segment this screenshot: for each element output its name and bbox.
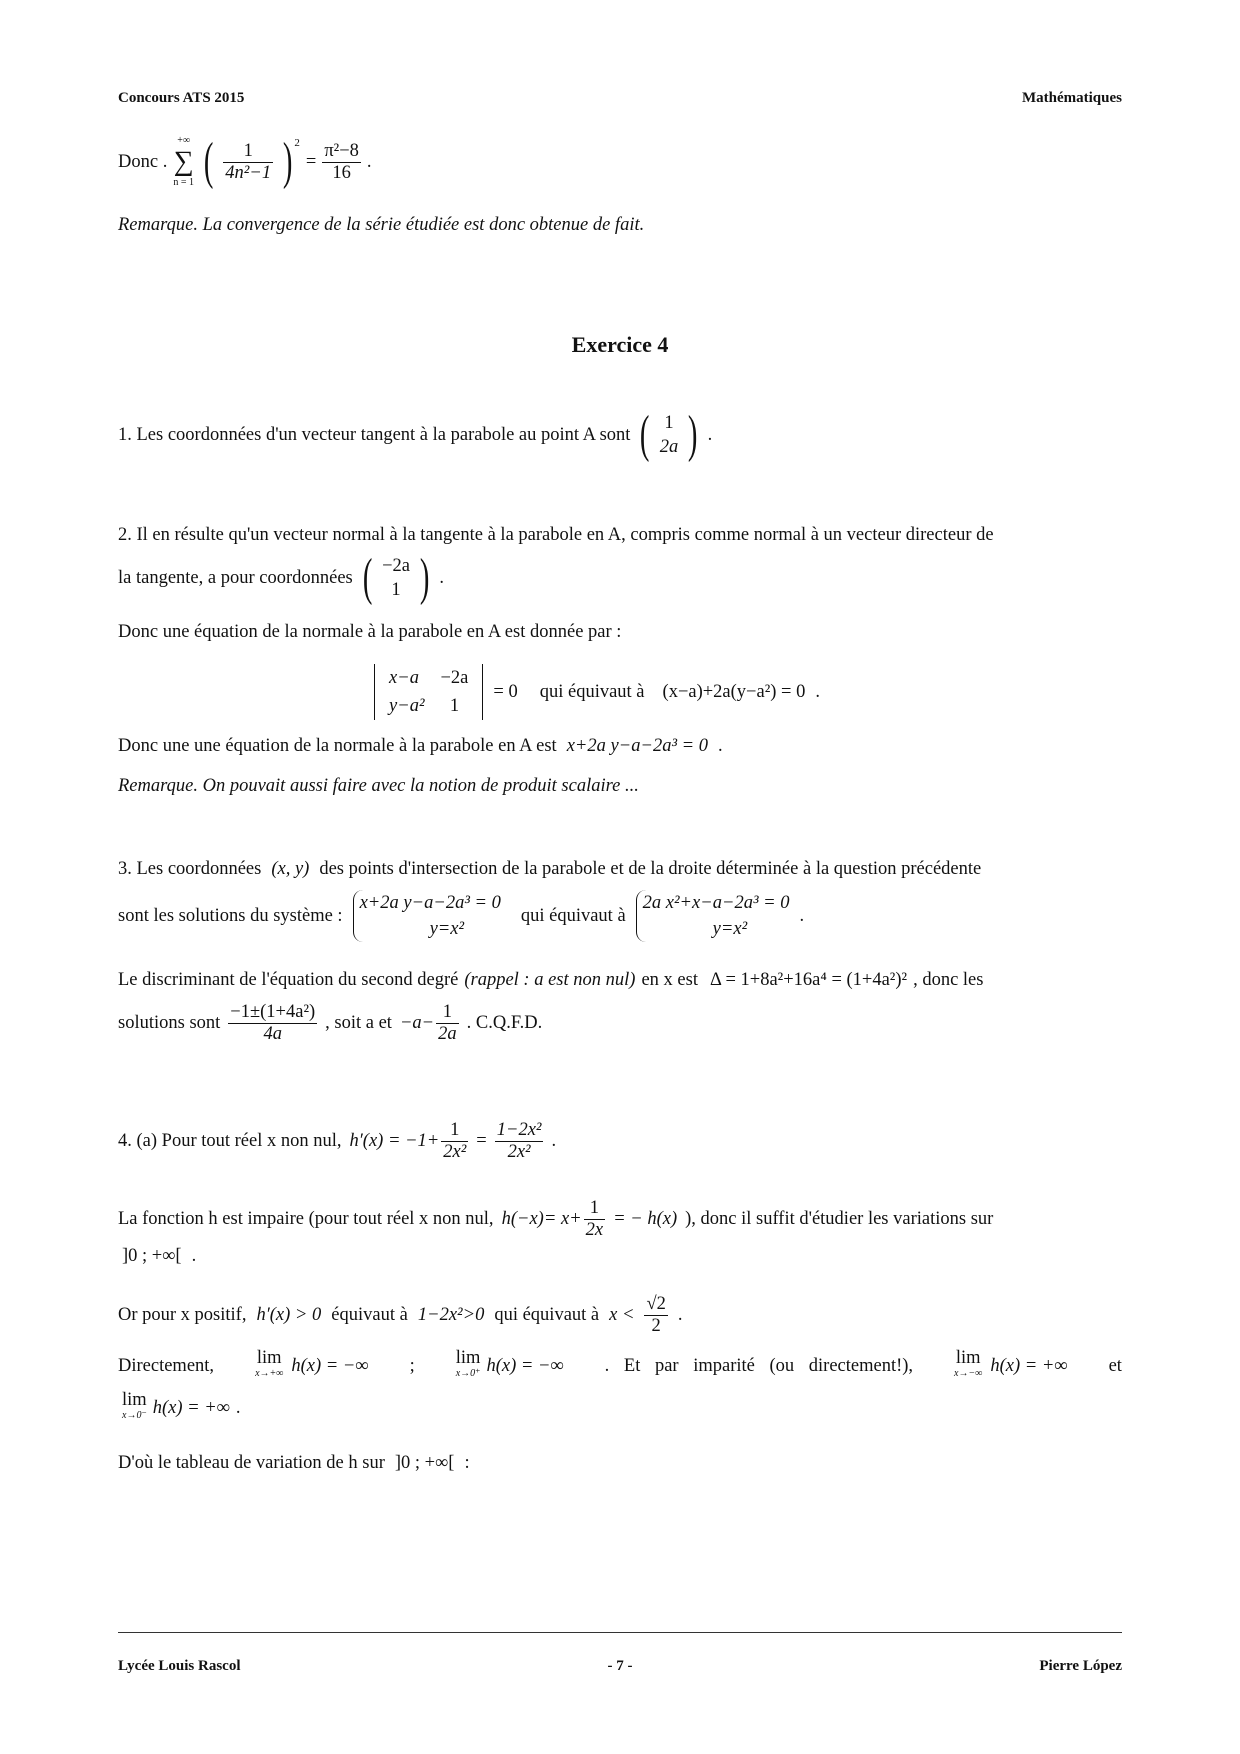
- q3-coords: (x, y): [271, 859, 310, 879]
- equals: =: [305, 152, 317, 172]
- q2-line2-text: la tangente, a pour coordonnées: [118, 568, 353, 588]
- f3-num: 1: [584, 1198, 605, 1220]
- lim1-sub: x→+∞: [255, 1368, 284, 1379]
- f2-den: 2x²: [507, 1141, 531, 1162]
- hprime-frac1: [441, 1120, 468, 1163]
- q2-line1: 2. Il en résulte qu'un vecteur normal à la tangente à la parabole en A, compris comme normal à un vecteur directeur de: [118, 525, 994, 545]
- q3-equiv-text: qui équivaut à: [520, 906, 626, 926]
- q2-vec-bottom: 1: [391, 580, 401, 600]
- lim2-expr: h(x) = −∞: [486, 1356, 564, 1376]
- sum-lower: n = 1: [173, 177, 194, 188]
- q3-line4b: , soit a et: [325, 1013, 392, 1033]
- sum-result-fraction: [322, 141, 361, 184]
- delta-expr: Δ = 1+8a²+16a⁴ = (1+4a²)²: [709, 970, 908, 990]
- lim4-op: [122, 1392, 147, 1424]
- lim3-op: [954, 1350, 982, 1382]
- q4-tableau-line: [118, 1452, 470, 1474]
- equiv-expr: (x−a)+2a(y−a²) = 0: [662, 682, 806, 702]
- q3-line2-text: sont les solutions du système :: [118, 906, 343, 926]
- lim-word: lim: [455, 1348, 481, 1368]
- paren-open: (: [203, 133, 214, 190]
- f2-num: 1−2x²: [496, 1119, 542, 1140]
- q2-line3: Donc une équation de la normale à la parabole en A est donnée par :: [118, 622, 622, 642]
- donc-prefix: Donc .: [118, 152, 168, 172]
- lim3-expr: h(x) = +∞: [990, 1356, 1068, 1376]
- sol-num: −1±(1+4a²): [230, 1001, 316, 1022]
- period: .: [815, 682, 820, 702]
- q3-line4: [118, 998, 542, 1048]
- top-remark: Remarque. La convergence de la série étudiée est donc obtenue de fait.: [118, 215, 645, 235]
- solutions-fraction: [228, 1002, 317, 1045]
- q2-paren-open: (: [362, 549, 373, 606]
- lim1-op: [255, 1350, 283, 1382]
- paren-close: ): [282, 133, 293, 190]
- q3-line3: [118, 969, 983, 991]
- q4-line2b: ), donc il suffit d'étudier les variations sur: [685, 1209, 994, 1229]
- tableau-text: D'où le tableau de variation de h sur: [118, 1453, 385, 1473]
- q1-text: 1. Les coordonnées d'un vecteur tangent à la parabole au point A sont: [118, 425, 631, 445]
- sys2-eq2: y=x²: [712, 919, 748, 939]
- determinant: [374, 664, 483, 720]
- sol-den: 4a: [263, 1023, 282, 1044]
- period: .: [439, 568, 444, 588]
- q3-line3a: Le discriminant de l'équation du second degré: [118, 970, 459, 990]
- period: .: [235, 1398, 241, 1418]
- q3-line3c: , donc les: [913, 970, 984, 990]
- cqfd: . C.Q.F.D.: [466, 1013, 543, 1033]
- q1-paren-open: (: [640, 406, 650, 463]
- period: .: [799, 906, 805, 926]
- q4-interval-line: [122, 1245, 196, 1267]
- q1-vec-top: 1: [664, 413, 674, 433]
- second-sol-fraction: [436, 1002, 459, 1045]
- sys1-eq1: x+2a y−a−2a³ = 0: [359, 893, 501, 913]
- colon: :: [464, 1453, 470, 1473]
- q2-line4-text: Donc une une équation de la normale à la parabole en A est: [118, 736, 557, 756]
- q3-line3b: en x est: [641, 970, 698, 990]
- q1-line: [118, 405, 712, 465]
- sum-exponent: 2: [294, 137, 300, 149]
- h-neg-frac: [584, 1198, 605, 1241]
- q1-vec-bottom: 2a: [659, 437, 679, 457]
- equiv-text: qui équivaut à: [539, 682, 645, 702]
- q1-vector: [660, 411, 679, 459]
- h-neg-tail: = − h(x): [613, 1209, 678, 1229]
- second-sol-den: 2a: [438, 1023, 457, 1044]
- lim2-op: [456, 1350, 481, 1382]
- sum-term-fraction: [223, 141, 273, 184]
- limit-2: [456, 1350, 564, 1382]
- equiv1: équivaut à: [331, 1305, 408, 1325]
- det-r2c2: 1: [449, 696, 460, 716]
- q4-line1: [118, 1116, 556, 1166]
- q4-limit4-line: [122, 1388, 241, 1428]
- q4-limits-line: [118, 1346, 1122, 1386]
- second-sol-num: 1: [436, 1002, 459, 1024]
- system-1: [353, 890, 501, 942]
- semicolon: ;: [409, 1356, 415, 1376]
- sum-symbol: [173, 134, 194, 190]
- interval: ]0 ; +∞[: [122, 1246, 182, 1266]
- h-neg-expr: h(−x)= x+: [501, 1209, 582, 1229]
- footer-divider: [118, 1632, 1122, 1633]
- equiv2: qui équivaut à: [494, 1305, 600, 1325]
- q4-line1-text: 4. (a) Pour tout réel x non nul,: [118, 1131, 342, 1151]
- lim2-sub: x→0⁺: [455, 1368, 481, 1379]
- det-r1c2: −2a: [440, 668, 469, 688]
- q2-line4: [118, 735, 723, 757]
- sum-result-num: π²−8: [324, 140, 359, 161]
- sum-term-num: 1: [223, 141, 273, 163]
- header-right: Mathématiques: [1022, 90, 1122, 106]
- hprime-frac2: [495, 1120, 544, 1163]
- page-number: - 7 -: [607, 1658, 633, 1674]
- q4-line3: [118, 1290, 683, 1340]
- q1-paren-close: ): [688, 406, 698, 463]
- q4-line3a: Or pour x positif,: [118, 1305, 247, 1325]
- sum-result-line: [118, 132, 372, 192]
- parity-text: . Et par imparité (ou directement!),: [604, 1356, 914, 1376]
- sys2-eq1: 2a x²+x−a−2a³ = 0: [642, 893, 790, 913]
- q2-vector: [382, 554, 410, 602]
- q2-vec-top: −2a: [382, 556, 410, 576]
- hprime-expr: h′(x) = −1+: [349, 1131, 440, 1151]
- normal-equation: x+2a y−a−2a³ = 0: [566, 736, 708, 756]
- sum-term-den: 4n²−1: [225, 162, 272, 183]
- f3-den: 2x: [585, 1219, 604, 1240]
- ineq: 1−2x²>0: [417, 1305, 485, 1325]
- et: et: [1108, 1356, 1122, 1376]
- lim-word: lim: [122, 1390, 147, 1410]
- footer-left: Lycée Louis Rascol: [118, 1658, 241, 1674]
- lim1-expr: h(x) = −∞: [291, 1356, 369, 1376]
- q4-line2a: La fonction h est impaire (pour tout réel x non nul,: [118, 1209, 494, 1229]
- q3-line2: [118, 884, 804, 948]
- second-sol-prefix: −a−: [399, 1013, 435, 1033]
- x-lt: x <: [609, 1305, 635, 1325]
- period: .: [191, 1246, 197, 1266]
- sqrt-den: 2: [651, 1315, 661, 1336]
- equals: =: [476, 1131, 487, 1151]
- period: .: [707, 425, 713, 445]
- q3-line1a: 3. Les coordonnées: [118, 859, 262, 879]
- period: .: [366, 152, 372, 172]
- q2-determinant-line: [374, 660, 820, 724]
- lim4-expr: h(x) = +∞: [152, 1398, 230, 1418]
- period: .: [717, 736, 723, 756]
- limit-3: [954, 1350, 1068, 1382]
- period: .: [677, 1305, 683, 1325]
- det-r1c1: x−a: [389, 668, 419, 688]
- q3-line3-italic: (rappel : a est non nul): [464, 970, 636, 990]
- q3-line4a: solutions sont: [118, 1013, 221, 1033]
- footer-right: Pierre López: [1039, 1658, 1122, 1674]
- det-equals: = 0: [493, 682, 518, 702]
- sys1-eq2: y=x²: [429, 919, 465, 939]
- system-2: [636, 890, 790, 942]
- f1-den: 2x²: [443, 1141, 467, 1162]
- limit-1: [255, 1350, 369, 1382]
- exercise-title: Exercice 4: [571, 332, 669, 357]
- q2-line2: [118, 548, 444, 608]
- lim3-sub: x→−∞: [954, 1368, 983, 1379]
- lim4-sub: x→0⁻: [122, 1410, 147, 1421]
- directement: Directement,: [118, 1356, 215, 1376]
- f1-num: 1: [441, 1120, 468, 1142]
- sum-result-den: 16: [332, 162, 351, 183]
- det-r2c1: y−a²: [389, 696, 425, 716]
- lim-word: lim: [256, 1348, 282, 1368]
- q4-line2: [118, 1194, 993, 1244]
- hprime-pos: h′(x) > 0: [256, 1305, 322, 1325]
- sqrt-num: √2: [646, 1293, 666, 1314]
- q2-paren-close: ): [419, 549, 430, 606]
- tableau-interval: ]0 ; +∞[: [394, 1453, 455, 1473]
- sigma-glyph: ∑: [173, 146, 194, 177]
- sum-upper: +∞: [177, 135, 191, 146]
- lim-word: lim: [955, 1348, 981, 1368]
- sqrt-frac: [644, 1294, 667, 1337]
- period: .: [551, 1131, 557, 1151]
- q2-remark: Remarque. On pouvait aussi faire avec la notion de produit scalaire ...: [118, 776, 639, 796]
- header-left: Concours ATS 2015: [118, 90, 245, 106]
- q3-line1: [118, 858, 981, 880]
- q3-line1b: des points d'intersection de la parabole et de la droite déterminée à la question précédente: [319, 859, 982, 879]
